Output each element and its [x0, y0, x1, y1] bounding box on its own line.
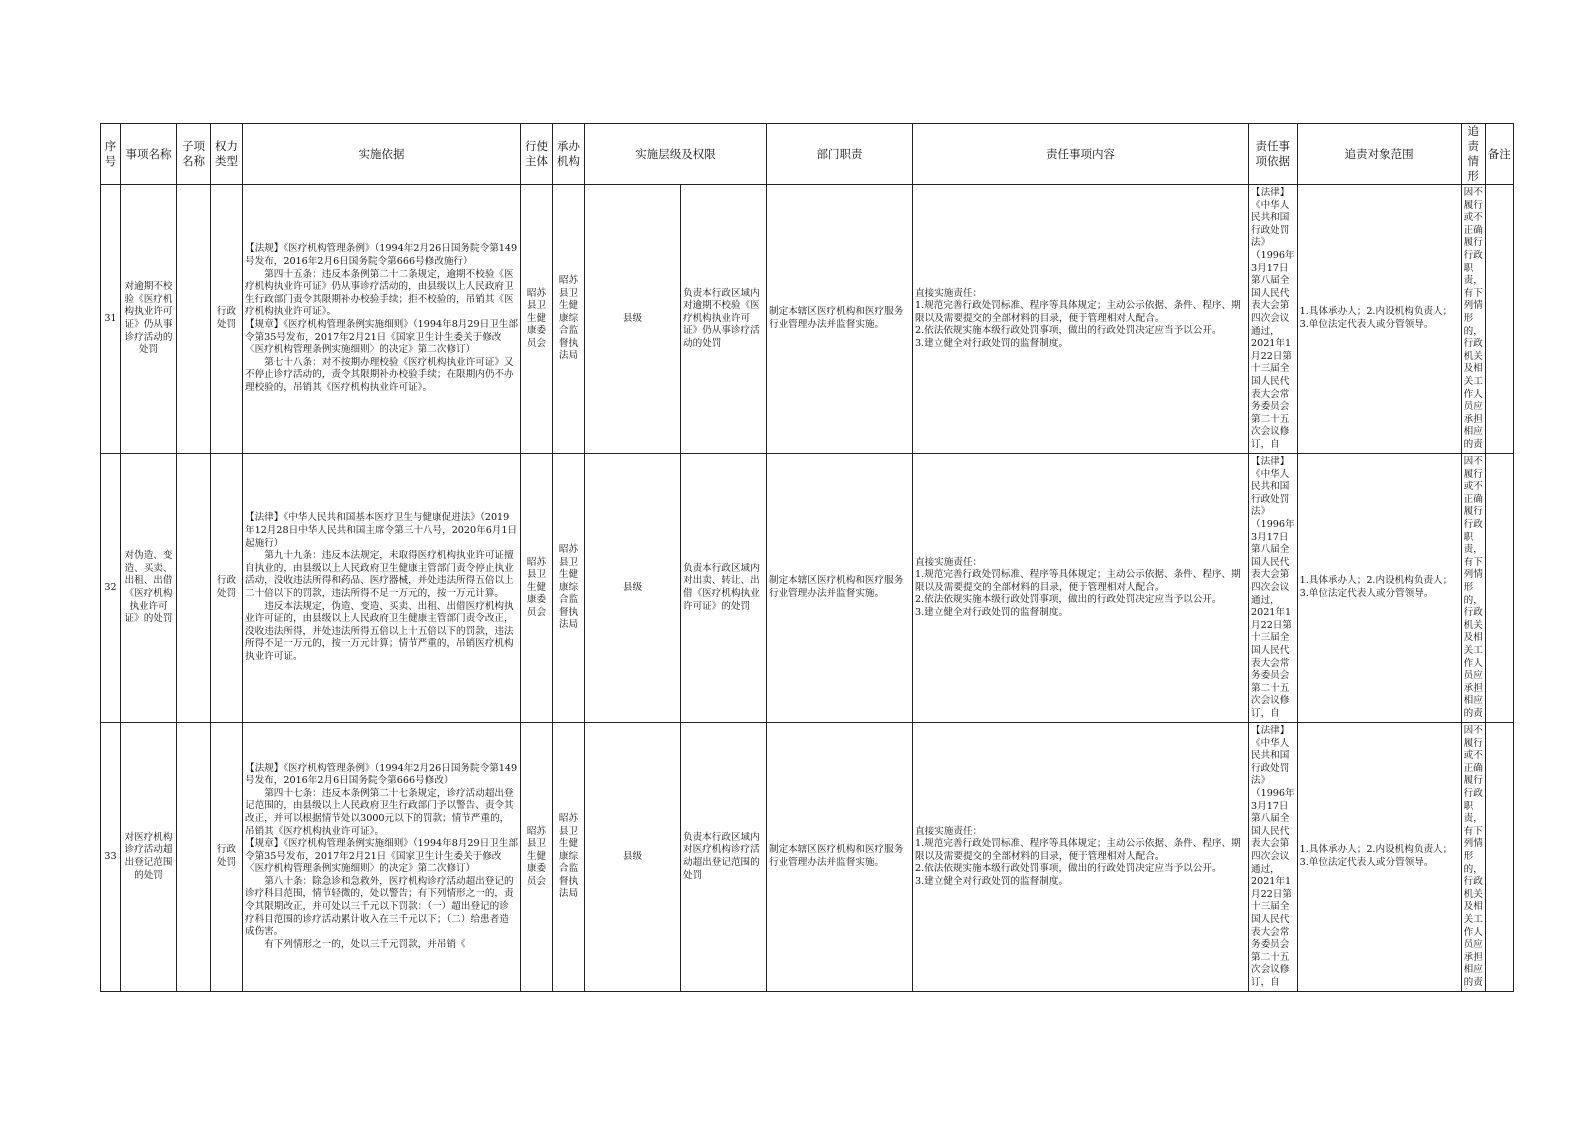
- row-level: 县级: [585, 185, 681, 454]
- text-line: 3.建立健全对行政处罚的监督制度。: [915, 875, 1069, 887]
- text-line: 1.规范完善行政处罚标准、程序等具体规定；主动公示依据、条件、程序、期限以及需要提交的全部材料的目录，便于管理相对人配合。: [915, 300, 1241, 324]
- row-resp-basis: [1249, 454, 1298, 723]
- header-situation: 追责情形: [1461, 124, 1485, 185]
- row-type: 行政处罚: [211, 185, 243, 454]
- text-line: 因不履行或不正确履行行政职责，有下列情形的，行政机关及相关工作人员应承担相应的责: [1463, 187, 1483, 450]
- row-level: 县级: [585, 454, 681, 723]
- header-scope: 追责对象范围: [1297, 124, 1461, 185]
- header-subject: 行使主体: [521, 124, 553, 185]
- row-subject: 昭苏县卫生健康委员会: [521, 454, 553, 723]
- text-line: 【法律】《中华人民共和国行政处罚法》（1996年3月17日第八届全国人民代表大会第四次会议通过，2021年1月22日第十三届全国人民代表大会常务委员会第二十五次会议修订，自: [1251, 456, 1295, 719]
- row-scope: 1.具体承办人；2.内设机构负责人；3.单位法定代表人或分管领导。: [1297, 454, 1461, 723]
- row-note: [1485, 723, 1513, 992]
- header-type: 权力类型: [211, 124, 243, 185]
- row-resp: [913, 185, 1249, 454]
- text-line: 3.建立健全对行政处罚的监督制度。: [915, 337, 1069, 349]
- text-line: 第四十五条：违反本条例第二十二条规定，逾期不校验《医疗机构执业许可证》仍从事诊疗活动的，由县级以上人民政府卫生行政部门责令其限期补办校验手续；拒不校验的，吊销其《医疗机构执业许可证》。: [245, 268, 514, 318]
- row-no: 33: [101, 723, 121, 992]
- header-basis: 实施依据: [243, 124, 521, 185]
- row-note: [1485, 454, 1513, 723]
- table-row: [101, 185, 1514, 454]
- header-resp: 责任事项内容: [913, 124, 1249, 185]
- text-line: 【法规】《医疗机构管理条例》（1994年2月26日国务院令第149号发布，2016年2月6日国务院令第666号修改）: [245, 762, 518, 787]
- row-scope: 1.具体承办人；2.内设机构负责人；3.单位法定代表人或分管领导。: [1297, 185, 1461, 454]
- row-resp-basis: [1249, 185, 1298, 454]
- row-duty: 制定本辖区医疗机构和医疗服务行业管理办法并监督实施。: [767, 454, 913, 723]
- text-line: 直接实施责任：: [915, 287, 983, 299]
- text-line: 【规章】《医疗机构管理条例实施细则》（1994年8月29日卫生部令第35号发布，2017年2月21日《国家卫生计生委关于修改〈医疗机构管理条例实施细则〉的决定》第二次修订）: [245, 838, 518, 875]
- header-resp-basis: 责任事项依据: [1249, 124, 1298, 185]
- row-no: 31: [101, 185, 121, 454]
- row-agency: 昭苏县卫生健康综合监督执法局: [553, 723, 585, 992]
- row-situation: [1461, 185, 1485, 454]
- table-row: [101, 723, 1514, 992]
- row-duty: 制定本辖区医疗机构和医疗服务行业管理办法并监督实施。: [767, 723, 913, 992]
- text-line: 第四十七条：违反本条例第二十七条规定，诊疗活动超出登记范围的，由县级以上人民政府卫生行政部门予以警告、责令其改正，并可以根据情节处以3000元以下的罚款；情节严重的，吊销其《医疗机构执业许可证》。: [245, 787, 514, 837]
- text-line: 2.依法依规实施本级行政处罚事项，做出的行政处罚决定应当予以公开。: [915, 325, 1222, 337]
- row-resp-basis: [1249, 723, 1298, 992]
- text-line: 【法规】《医疗机构管理条例》（1994年2月26日国务院令第149号发布，2016年2月6日国务院令第666号修改施行）: [245, 243, 518, 268]
- row-name: 对医疗机构诊疗活动超出登记范围的处罚: [121, 723, 177, 992]
- row-subject: 昭苏县卫生健康委员会: [521, 185, 553, 454]
- header-no: 序号: [101, 124, 121, 185]
- row-resp: [913, 723, 1249, 992]
- text-line: 直接实施责任：: [915, 556, 983, 568]
- text-line: 因不履行或不正确履行行政职责，有下列情形的，行政机关及相关工作人员应承担相应的责: [1463, 456, 1483, 719]
- row-type: 行政处罚: [211, 723, 243, 992]
- text-line: 2.依法依规实施本级行政处罚事项，做出的行政处罚决定应当予以公开。: [915, 594, 1222, 606]
- row-subject: 昭苏县卫生健康委员会: [521, 723, 553, 992]
- text-line: 1.规范完善行政处罚标准、程序等具体规定；主动公示依据、条件、程序、期限以及需要提交的全部材料的目录，便于管理相对人配合。: [915, 838, 1241, 862]
- text-line: 直接实施责任：: [915, 825, 983, 837]
- row-basis: [243, 454, 521, 723]
- row-resp: [913, 454, 1249, 723]
- row-agency: 昭苏县卫生健康综合监督执法局: [553, 185, 585, 454]
- text-line: 【法律】《中华人民共和国基本医疗卫生与健康促进法》（2019年12月28日中华人民共和国主席令第三十八号，2020年6月1日起施行）: [245, 512, 518, 549]
- row-sub: [177, 454, 211, 723]
- power-list-table: [100, 123, 1514, 992]
- row-no: 32: [101, 454, 121, 723]
- header-sub: 子项名称: [177, 124, 211, 185]
- text-line: 3.建立健全对行政处罚的监督制度。: [915, 606, 1069, 618]
- row-situation: [1461, 454, 1485, 723]
- row-scope: 1.具体承办人；2.内设机构负责人；3.单位法定代表人或分管领导。: [1297, 723, 1461, 992]
- row-name: 对伪造、变造、买卖、出租、出借《医疗机构执业许可证》的处罚: [121, 454, 177, 723]
- header-name: 事项名称: [121, 124, 177, 185]
- row-sub: [177, 185, 211, 454]
- text-line: 1.规范完善行政处罚标准、程序等具体规定；主动公示依据、条件、程序、期限以及需要提交的全部材料的目录，便于管理相对人配合。: [915, 569, 1241, 593]
- row-level: 县级: [585, 723, 681, 992]
- table-row: [101, 454, 1514, 723]
- header-agency: 承办机构: [553, 124, 585, 185]
- text-line: 有下列情形之一的，处以三千元罚款，并吊销《: [264, 938, 466, 950]
- row-name: 对逾期不校验《医疗机构执业许可证》仍从事诊疗活动的处罚: [121, 185, 177, 454]
- text-line: 2.依法依规实施本级行政处罚事项，做出的行政处罚决定应当予以公开。: [915, 863, 1222, 875]
- row-situation: [1461, 723, 1485, 992]
- row-agency: 昭苏县卫生健康综合监督执法局: [553, 454, 585, 723]
- text-line: 第九十九条：违反本法规定，未取得医疗机构执业许可证擅自执业的，由县级以上人民政府卫生健康主管部门责令停止执业活动，没收违法所得和药品、医疗器械，并处违法所得五倍以上二十倍以下的罚款，违法所得不足一万元的，按一万元计算。: [245, 550, 514, 599]
- text-line: 违反本法规定，伪造、变造、买卖、出租、出借医疗机构执业许可证的，由县级以上人民政府卫生健康主管部门责令改正，没收违法所得，并处违法所得五倍以上十五倍以下的罚款，违法所得不足一万元的，按一万元计算；情节严重的，吊销医疗机构执业许可证。: [245, 600, 514, 662]
- text-line: 因不履行或不正确履行行政职责，有下列情形的，行政机关及相关工作人员应承担相应的责: [1463, 725, 1483, 988]
- row-basis: [243, 723, 521, 992]
- row-authority: 负责本行政区域内对逾期不校验《医疗机构执业许可证》仍从事诊疗活动的处罚: [681, 185, 767, 454]
- row-authority: 负责本行政区域内对出卖、转让、出借《医疗机构执业许可证》的处罚: [681, 454, 767, 723]
- row-sub: [177, 723, 211, 992]
- row-authority: 负责本行政区域内对医疗机构诊疗活动超出登记范围的处罚: [681, 723, 767, 992]
- text-line: 【法律】《中华人民共和国行政处罚法》（1996年3月17日第八届全国人民代表大会第四次会议通过，2021年1月22日第十三届全国人民代表大会常务委员会第二十五次会议修订，自: [1251, 725, 1295, 988]
- header-duty: 部门职责: [767, 124, 913, 185]
- text-line: 第七十八条：对不按期办理校验《医疗机构执业许可证》又不停止诊疗活动的，责令其限期补办校验手续；在限期内仍不办理校验的，吊销其《医疗机构执业许可证》。: [245, 356, 514, 393]
- row-duty: 制定本辖区医疗机构和医疗服务行业管理办法并监督实施。: [767, 185, 913, 454]
- text-line: 第八十条：除急诊和急救外，医疗机构诊疗活动超出登记的诊疗科目范围，情节轻微的，处以警告；有下列情形之一的，责令其限期改正，并可处以三千元以下罚款：（一）超出登记的诊疗科目范围的诊疗活动累计收入在三千元以下；（二）给患者造成伤害。: [245, 875, 514, 938]
- text-line: 【规章】《医疗机构管理条例实施细则》（1994年8月29日卫生部令第35号发布，2017年2月21日《国家卫生计生委关于修改〈医疗机构管理条例实施细则〉的决定》第二次修订）: [245, 319, 518, 356]
- row-type: 行政处罚: [211, 454, 243, 723]
- text-line: 【法律】《中华人民共和国行政处罚法》（1996年3月17日第八届全国人民代表大会第四次会议通过，2021年1月22日第十三届全国人民代表大会常务委员会第二十五次会议修订，自: [1251, 187, 1295, 450]
- row-note: [1485, 185, 1513, 454]
- header-row: [101, 124, 1514, 185]
- row-basis: [243, 185, 521, 454]
- header-note: 备注: [1485, 124, 1513, 185]
- header-level: 实施层级及权限: [585, 124, 767, 185]
